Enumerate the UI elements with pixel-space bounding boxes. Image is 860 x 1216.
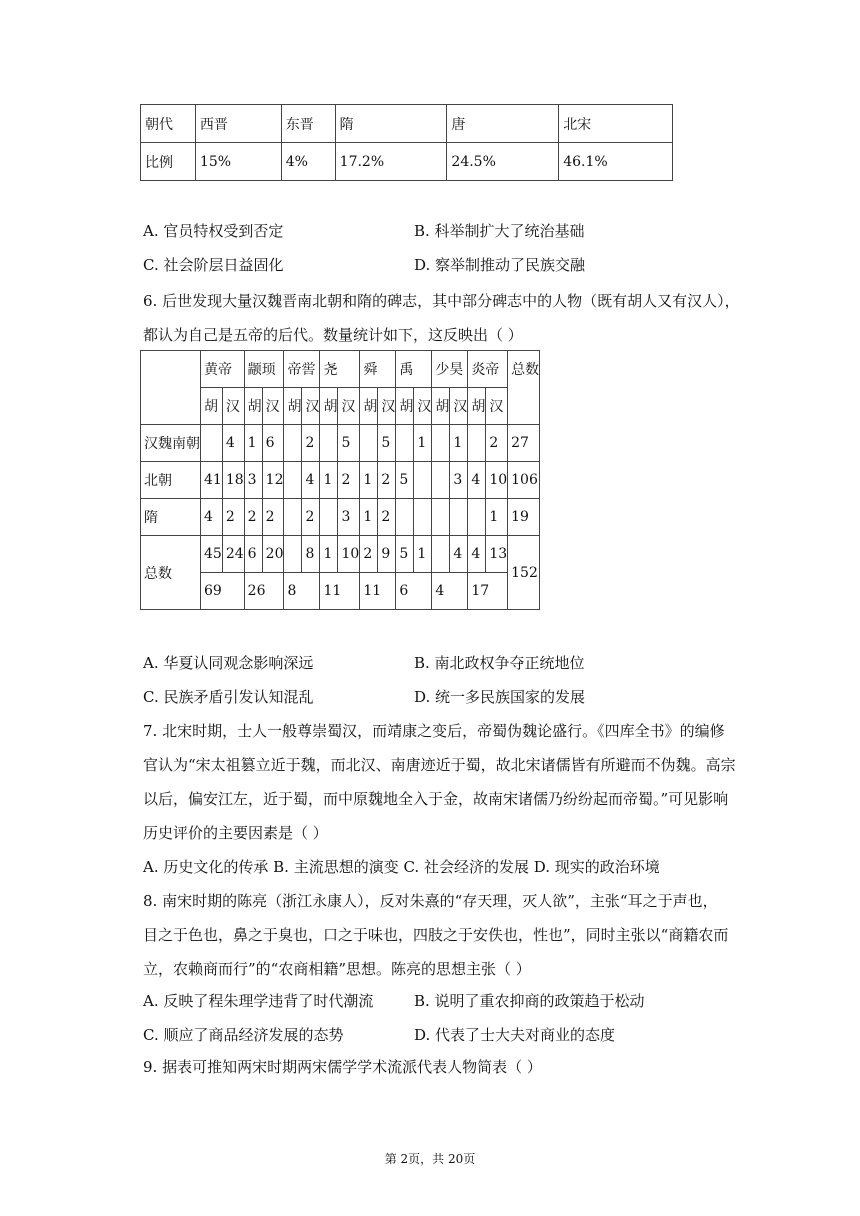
table-cell: [284, 499, 302, 536]
sub-header-cell: 汉: [378, 388, 396, 425]
table-cell: 西晋: [195, 105, 281, 143]
table-cell: [432, 499, 450, 536]
row-label: 汉魏南朝: [141, 425, 201, 462]
header-cell: 炎帝: [468, 351, 508, 388]
table-cell: 24: [222, 536, 244, 573]
table-cell: 4: [468, 536, 486, 573]
table-cell: 隋: [335, 105, 447, 143]
table-cell: 6: [262, 425, 284, 462]
table-cell: 20: [262, 536, 284, 573]
sum-cell: 11: [320, 573, 360, 610]
q5-option-a: A. 官员特权受到否定: [143, 222, 284, 240]
q6-option-b: B. 南北政权争夺正统地位: [414, 654, 585, 672]
sub-header-cell: 胡: [244, 388, 262, 425]
table-cell: [432, 425, 450, 462]
table-header-row: [141, 351, 540, 388]
table-cell: 东晋: [281, 105, 335, 143]
header-cell: 帝喾: [284, 351, 320, 388]
table-cell: 10: [338, 536, 360, 573]
q7-stem-line1: 7. 北宋时期，士人一般尊崇蜀汉，而靖康之变后，帝蜀伪魏论盛行。《四库全书》的编修: [143, 722, 725, 740]
q6-stem-line1: 6. 后世发现大量汉魏晋南北朝和隋的碑志，其中部分碑志中的人物（既有胡人又有汉人），: [143, 292, 740, 310]
table-cell: 4%: [281, 143, 335, 181]
table-cell: 4: [450, 536, 468, 573]
q7-stem-line3: 以后，偏安江左，近于蜀，而中原魏地全入于金，故南宋诸儒乃纷纷起而帝蜀。”可见影响: [143, 790, 729, 808]
table-cell: [414, 499, 432, 536]
table-cell: [284, 425, 302, 462]
table-cell: 5: [378, 425, 396, 462]
dynasty-ratio-table: [140, 104, 673, 181]
table-cell: 3: [338, 499, 360, 536]
table-row: [141, 105, 673, 143]
table-cell: [414, 462, 432, 499]
table-cell: 比例: [141, 143, 196, 181]
q8-option-d: D. 代表了士大夫对商业的态度: [414, 1026, 616, 1044]
row-label: 总数: [141, 536, 201, 610]
table-row: [141, 143, 673, 181]
table-cell: 15%: [195, 143, 281, 181]
table-cell: 2: [222, 499, 244, 536]
table-cell: [284, 536, 302, 573]
table-cell: 24.5%: [447, 143, 559, 181]
table-cell: [468, 425, 486, 462]
table-cell: 5: [396, 462, 414, 499]
q8-stem-line1: 8. 南宋时期的陈亮（浙江永康人），反对朱熹的“存天理，灭人欲”，主张“耳之于声也，: [143, 892, 718, 910]
table-cell: 北宋: [559, 105, 673, 143]
row-label: 隋: [141, 499, 201, 536]
table-cell: 45: [201, 536, 223, 573]
table-row: [141, 425, 540, 462]
q7-options: A. 历史文化的传承 B. 主流思想的演变 C. 社会经济的发展 D. 现实的政治环境: [143, 858, 660, 876]
sum-cell: 69: [201, 573, 245, 610]
table-cell: 4: [468, 462, 486, 499]
table-cell: 朝代: [141, 105, 196, 143]
table-cell: [432, 462, 450, 499]
table-cell: 4: [201, 499, 223, 536]
table-row-total: [141, 536, 540, 573]
table-cell: [320, 499, 338, 536]
sum-cell: 26: [244, 573, 284, 610]
sum-cell: 4: [432, 573, 468, 610]
sub-header-cell: 汉: [262, 388, 284, 425]
table-cell: 1: [320, 462, 338, 499]
table-cell: 1: [360, 462, 378, 499]
emperor-ancestry-table: [140, 350, 540, 610]
grand-total: 152: [508, 536, 540, 610]
table-cell: 2: [378, 499, 396, 536]
table-cell: [432, 536, 450, 573]
table-cell: 17.2%: [335, 143, 447, 181]
table-cell: 5: [338, 425, 360, 462]
sub-header-cell: 胡: [360, 388, 378, 425]
q8-stem-line3: 立，农赖商而行”的“农商相籍”思想。陈亮的思想主张（ ）: [143, 960, 531, 978]
sub-header-cell: 汉: [486, 388, 508, 425]
q6-option-d: D. 统一多民族国家的发展: [414, 688, 586, 706]
table-cell: 8: [302, 536, 320, 573]
table-cell: 1: [414, 425, 432, 462]
header-cell: 颛顼: [244, 351, 284, 388]
table-cell: 2: [302, 425, 320, 462]
table-subheader-row: [141, 388, 540, 425]
table-cell: [396, 499, 414, 536]
header-cell: 舜: [360, 351, 396, 388]
table-cell: 唐: [447, 105, 559, 143]
sub-header-cell: 胡: [284, 388, 302, 425]
table-cell: [360, 425, 378, 462]
table-row: [141, 499, 540, 536]
q9-stem-line1: 9. 据表可推知两宋时期两宋儒学学术流派代表人物简表（ ）: [143, 1058, 542, 1076]
header-cell: 尧: [320, 351, 360, 388]
table-cell: 3: [244, 462, 262, 499]
sub-header-cell: 汉: [302, 388, 320, 425]
q8-option-a: A. 反映了程朱理学违背了时代潮流: [143, 992, 374, 1010]
sub-header-cell: 汉: [414, 388, 432, 425]
table-cell: 1: [486, 499, 508, 536]
table-cell: 1: [360, 499, 378, 536]
q5-option-d: D. 察举制推动了民族交融: [414, 256, 586, 274]
table-cell: 1: [450, 425, 468, 462]
table-cell: 4: [222, 425, 244, 462]
sub-header-cell: 汉: [338, 388, 360, 425]
sub-header-cell: 胡: [432, 388, 450, 425]
sub-header-cell: 汉: [450, 388, 468, 425]
sub-header-cell: 汉: [222, 388, 244, 425]
table-cell: [468, 499, 486, 536]
sub-header-cell: 胡: [468, 388, 486, 425]
q6-option-c: C. 民族矛盾引发认知混乱: [143, 688, 314, 706]
table-cell: 1: [414, 536, 432, 573]
sub-header-cell: 胡: [320, 388, 338, 425]
table-cell: 12: [262, 462, 284, 499]
table-cell: 5: [396, 536, 414, 573]
table-cell: 4: [302, 462, 320, 499]
q7-stem-line4: 历史评价的主要因素是（ ）: [143, 824, 328, 842]
q5-option-c: C. 社会阶层日益固化: [143, 256, 284, 274]
q7-stem-line2: 官认为“宋太祖篡立近于魏，而北汉、南唐迹近于蜀，故北宋诸儒皆有所避而不伪魏。高宗: [143, 756, 736, 774]
header-cell: 黄帝: [201, 351, 245, 388]
table-cell: 1: [244, 425, 262, 462]
table-cell: 2: [262, 499, 284, 536]
header-cell-total: 总数: [508, 351, 540, 425]
sub-header-cell: 胡: [201, 388, 223, 425]
header-cell: 少昊: [432, 351, 468, 388]
table-cell: 2: [360, 536, 378, 573]
table-cell: [396, 425, 414, 462]
row-total: 106: [508, 462, 540, 499]
table-cell: [201, 425, 223, 462]
header-cell: 禹: [396, 351, 432, 388]
sum-cell: 8: [284, 573, 320, 610]
table-cell: 13: [486, 536, 508, 573]
q8-stem-line2: 目之于色也，鼻之于臭也，口之于味也，四肢之于安佚也，性也”，同时主张以“商籍农而: [143, 926, 729, 944]
table-cell: 1: [320, 536, 338, 573]
table-cell: [284, 462, 302, 499]
page-footer: 第 2页，共 20页: [384, 1152, 476, 1166]
table-cell: 2: [378, 462, 396, 499]
sum-cell: 6: [396, 573, 432, 610]
table-row: [141, 462, 540, 499]
table-cell: 2: [302, 499, 320, 536]
table-cell: 46.1%: [559, 143, 673, 181]
table-cell: 18: [222, 462, 244, 499]
table-cell: 9: [378, 536, 396, 573]
q8-option-c: C. 顺应了商品经济发展的态势: [143, 1026, 344, 1044]
table-corner-cell: [141, 351, 201, 425]
sub-header-cell: 胡: [396, 388, 414, 425]
q6-stem-line2: 都认为自己是五帝的后代。数量统计如下，这反映出（ ）: [143, 326, 523, 344]
table-cell: [450, 499, 468, 536]
table-cell: 41: [201, 462, 223, 499]
table-row-sums: [141, 573, 540, 610]
sum-cell: 11: [360, 573, 396, 610]
table-cell: 6: [244, 536, 262, 573]
table-cell: 3: [450, 462, 468, 499]
q5-option-b: B. 科举制扩大了统治基础: [414, 222, 585, 240]
q6-option-a: A. 华夏认同观念影响深远: [143, 654, 314, 672]
row-total: 27: [508, 425, 540, 462]
table-cell: 2: [338, 462, 360, 499]
table-cell: 2: [486, 425, 508, 462]
table-cell: [320, 425, 338, 462]
sum-cell: 17: [468, 573, 508, 610]
table-cell: 10: [486, 462, 508, 499]
row-total: 19: [508, 499, 540, 536]
row-label: 北朝: [141, 462, 201, 499]
q8-option-b: B. 说明了重农抑商的政策趋于松动: [414, 992, 645, 1010]
table-cell: 2: [244, 499, 262, 536]
